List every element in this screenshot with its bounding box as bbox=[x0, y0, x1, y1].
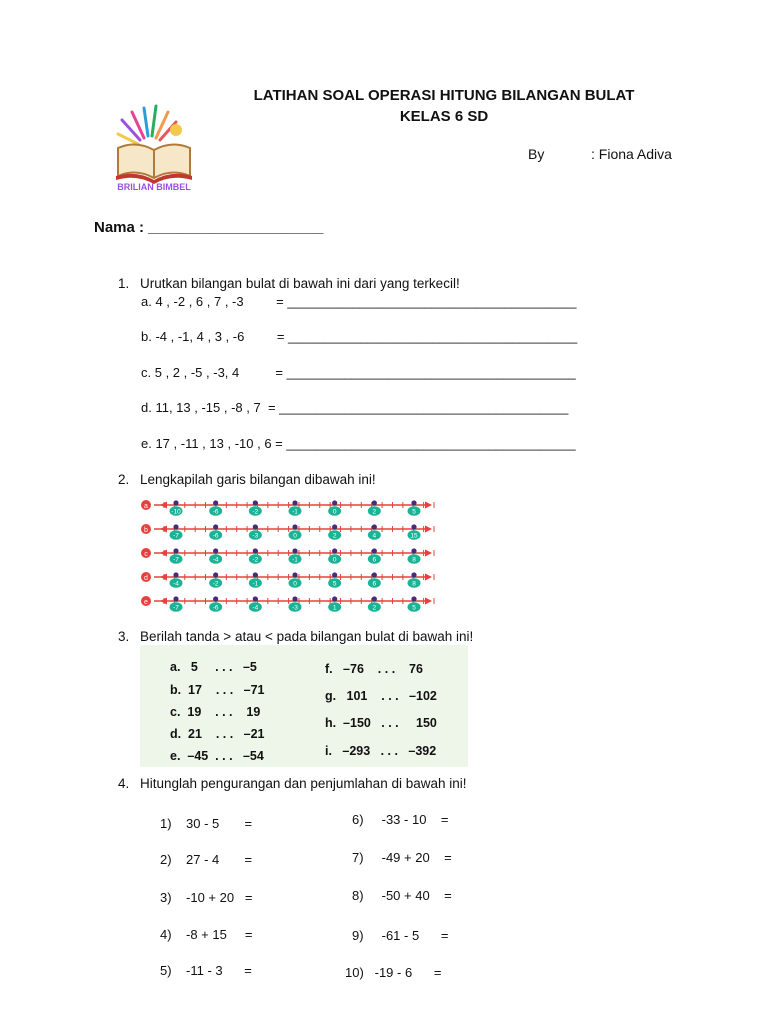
number-bubble-label: -2 bbox=[252, 508, 259, 516]
number-line-point bbox=[292, 524, 297, 529]
number-line-arrow bbox=[425, 598, 432, 605]
number-line-point bbox=[253, 524, 258, 529]
number-line-arrow bbox=[425, 550, 432, 557]
q3-item-d[interactable]: d. 21 . . . –21 bbox=[170, 727, 265, 741]
brilian-bimbel-logo bbox=[104, 98, 204, 198]
q1-item-c[interactable]: c. 5 , 2 , -5 , -3, 4 = ________________________________________ bbox=[141, 365, 576, 380]
number-bubble-label: 15 bbox=[410, 532, 418, 540]
number-line-point bbox=[411, 500, 416, 505]
number-bubble-label: -1 bbox=[292, 556, 298, 564]
number-bubble-label: 5 bbox=[332, 580, 337, 588]
number-line-point bbox=[292, 548, 297, 553]
line-label: e bbox=[144, 599, 148, 606]
number-bubble-label: 1 bbox=[332, 604, 337, 612]
q1-item-a[interactable]: a. 4 , -2 , 6 , 7 , -3 = ________________________________________ bbox=[141, 294, 577, 309]
q1-number: 1. bbox=[118, 276, 130, 291]
number-line-point bbox=[173, 572, 178, 577]
q1-item-d[interactable]: d. 11, 13 , -15 , -8 , 7 = ________________________________________ bbox=[141, 400, 569, 415]
number-bubble-label: 0 bbox=[332, 556, 337, 564]
line-label: b bbox=[144, 527, 148, 534]
q4-prompt bbox=[118, 776, 467, 791]
number-bubble-label: 0 bbox=[332, 508, 337, 516]
q4-item-7[interactable]: 7) -49 + 20 = bbox=[352, 850, 452, 865]
number-lines-figure bbox=[140, 494, 440, 614]
name-field[interactable]: Nama : _____________________ bbox=[94, 219, 324, 236]
number-line-point bbox=[372, 596, 377, 601]
number-line-point bbox=[292, 596, 297, 601]
q1-prompt bbox=[118, 276, 460, 291]
line-label: a bbox=[144, 503, 148, 510]
number-line-arrow bbox=[425, 526, 432, 533]
q4-item-6[interactable]: 6) -33 - 10 = bbox=[352, 812, 449, 827]
q4-item-1[interactable]: 1) 30 - 5 = bbox=[160, 816, 253, 831]
number-line-point bbox=[411, 596, 416, 601]
number-line-point bbox=[213, 524, 218, 529]
q3-item-c[interactable]: c. 19 . . . 19 bbox=[170, 705, 261, 719]
number-line-point bbox=[173, 500, 178, 505]
q4-item-5[interactable]: 5) -11 - 3 = bbox=[160, 963, 252, 978]
number-bubble-label: 2 bbox=[372, 604, 377, 612]
q4-item-9[interactable]: 9) -61 - 5 = bbox=[352, 928, 449, 943]
number-line-point bbox=[411, 524, 416, 529]
q4-prompt-text: Hitunglah pengurangan dan penjumlahan di bawah ini! bbox=[140, 776, 467, 791]
number-line-point bbox=[253, 548, 258, 553]
number-line-point bbox=[253, 500, 258, 505]
number-bubble-label: -7 bbox=[173, 556, 179, 564]
number-line-point bbox=[253, 596, 258, 601]
number-line-point bbox=[332, 500, 337, 505]
number-line-point bbox=[332, 548, 337, 553]
q4-item-8[interactable]: 8) -50 + 40 = bbox=[352, 888, 452, 903]
q2-number: 2. bbox=[118, 472, 130, 487]
number-line-point bbox=[372, 548, 377, 553]
number-bubble-label: -4 bbox=[252, 604, 259, 612]
number-bubble-label: -6 bbox=[212, 508, 219, 516]
number-bubble-label: 5 bbox=[412, 604, 416, 612]
number-bubble-label: 5 bbox=[412, 508, 416, 516]
number-line-point bbox=[173, 596, 178, 601]
number-bubble-label: -6 bbox=[212, 604, 219, 612]
number-bubble-label: -7 bbox=[173, 532, 179, 540]
q3-prompt bbox=[118, 629, 473, 644]
number-bubble-label: 8 bbox=[412, 556, 416, 564]
q3-item-i[interactable]: i. –293 . . . –392 bbox=[325, 744, 437, 758]
number-bubble-label: 4 bbox=[372, 532, 377, 540]
q1-item-b[interactable]: b. -4 , -1, 4 , 3 , -6 = ________________________________________ bbox=[141, 329, 578, 344]
number-bubble-label: -4 bbox=[212, 556, 219, 564]
number-bubble-label: 0 bbox=[293, 532, 297, 540]
q1-prompt-text: Urutkan bilangan bulat di bawah ini dari yang terkecil! bbox=[140, 276, 460, 291]
q1-item-e[interactable]: e. 17 , -11 , 13 , -10 , 6 = ________________________________________ bbox=[141, 436, 576, 451]
number-line-point bbox=[213, 596, 218, 601]
number-bubble-label: -2 bbox=[212, 580, 219, 588]
number-line-point bbox=[332, 596, 337, 601]
q3-item-e[interactable]: e. –45 . . . –54 bbox=[170, 749, 264, 763]
number-line-point bbox=[213, 572, 218, 577]
number-bubble-label: -4 bbox=[173, 580, 179, 588]
worksheet-subtitle: KELAS 6 SD bbox=[399, 108, 489, 125]
number-line-point bbox=[292, 572, 297, 577]
number-line-point bbox=[411, 548, 416, 553]
number-bubble-label: -3 bbox=[252, 532, 259, 540]
number-line-arrow bbox=[425, 574, 432, 581]
q2-prompt-text: Lengkapilah garis bilangan dibawah ini! bbox=[140, 472, 376, 487]
number-bubble-label: 6 bbox=[372, 580, 377, 588]
number-line-point bbox=[411, 572, 416, 577]
number-line-point bbox=[292, 500, 297, 505]
number-line-point bbox=[213, 548, 218, 553]
number-bubble-label: 0 bbox=[293, 580, 297, 588]
number-line-point bbox=[173, 548, 178, 553]
q4-item-4[interactable]: 4) -8 + 15 = bbox=[160, 927, 253, 942]
number-bubble-label: -1 bbox=[292, 508, 298, 516]
number-bubble-label: -3 bbox=[292, 604, 298, 612]
number-bubble-label: -7 bbox=[173, 604, 179, 612]
number-line-point bbox=[372, 500, 377, 505]
q4-item-10[interactable]: 10) -19 - 6 = bbox=[345, 965, 442, 980]
number-line-point bbox=[372, 524, 377, 529]
q3-prompt-text: Berilah tanda > atau < pada bilangan bulat di bawah ini! bbox=[140, 629, 474, 644]
number-bubble-label: 2 bbox=[332, 532, 337, 540]
q4-item-3[interactable]: 3) -10 + 20 = bbox=[160, 890, 253, 905]
number-bubble-label: -10 bbox=[171, 508, 181, 516]
number-bubble-label: 6 bbox=[372, 556, 377, 564]
by-label: By bbox=[528, 146, 545, 162]
worksheet-title: LATIHAN SOAL OPERASI HITUNG BILANGAN BULAT bbox=[253, 87, 635, 104]
q3-item-g[interactable]: g. 101 . . . –102 bbox=[325, 689, 437, 703]
q3-item-f[interactable]: f. –76 . . . 76 bbox=[325, 662, 423, 676]
logo-text: BRILIAN BIMBEL bbox=[117, 182, 191, 192]
number-bubble-label: 8 bbox=[412, 580, 416, 588]
q3-number: 3. bbox=[118, 629, 130, 644]
number-line-point bbox=[213, 500, 218, 505]
number-bubble-label: 2 bbox=[372, 508, 377, 516]
number-bubble-label: -2 bbox=[252, 556, 259, 564]
q4-item-2[interactable]: 2) 27 - 4 = bbox=[160, 852, 253, 867]
number-bubble-label: -6 bbox=[212, 532, 219, 540]
author-name: : Fiona Adiva bbox=[591, 146, 672, 162]
q3-item-h[interactable]: h. –150 . . . 150 bbox=[325, 716, 437, 730]
number-bubble-label: -1 bbox=[252, 580, 259, 588]
line-label: d bbox=[144, 575, 148, 582]
q3-item-b[interactable]: b. 17 . . . –71 bbox=[170, 683, 265, 697]
number-line-point bbox=[253, 572, 258, 577]
q4-number: 4. bbox=[118, 776, 130, 791]
number-line-point bbox=[372, 572, 377, 577]
number-line-point bbox=[173, 524, 178, 529]
q2-prompt bbox=[118, 472, 376, 487]
number-line-arrow bbox=[425, 502, 432, 509]
number-line-point bbox=[332, 572, 337, 577]
number-line-point bbox=[332, 524, 337, 529]
line-label: c bbox=[144, 551, 148, 558]
q3-item-a[interactable]: a. 5 . . . –5 bbox=[170, 660, 257, 674]
